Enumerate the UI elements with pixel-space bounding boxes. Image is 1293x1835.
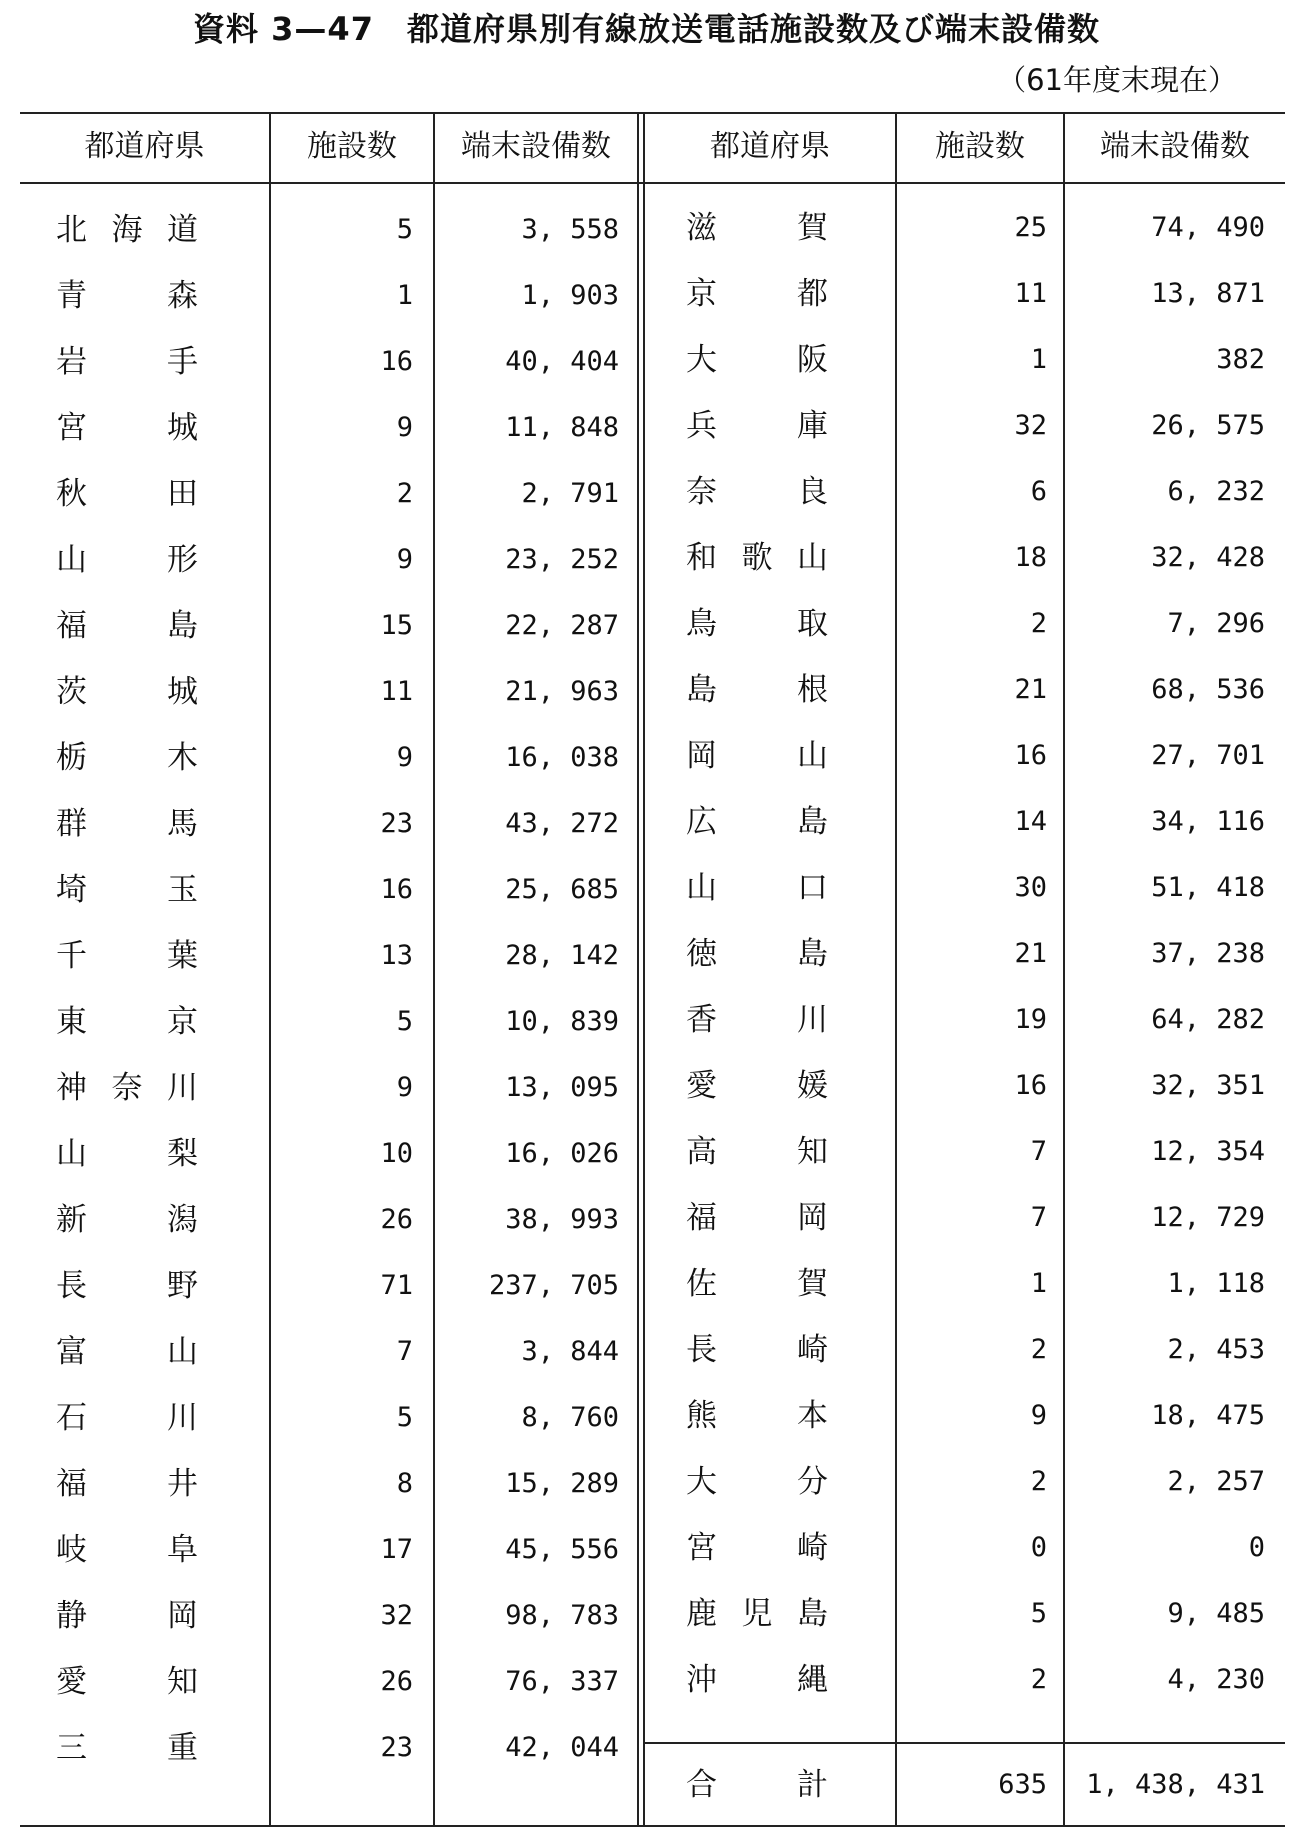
terminal-count: 2, 257 [1167,1466,1265,1497]
table-row [20,525,1285,591]
prefecture-name: 宮 城 [56,410,198,446]
facilities-count: 5 [1030,1598,1047,1629]
terminal-count: 2, 791 [521,478,619,509]
prefecture-name: 兵 庫 [686,408,828,444]
terminal-count: 11, 848 [505,412,619,443]
prefecture-name: 岐 阜 [56,1532,198,1568]
prefecture-name: 神 奈 川 [56,1070,198,1106]
terminal-count: 42, 044 [505,1732,619,1763]
prefecture-name: 大 分 [686,1464,828,1500]
terminal-count: 16, 038 [505,742,619,773]
facilities-count: 30 [1014,872,1047,903]
terminal-count: 12, 729 [1151,1202,1265,1233]
terminal-count: 15, 289 [505,1468,619,1499]
terminal-count: 43, 272 [505,808,619,839]
terminal-count: 7, 296 [1167,608,1265,639]
terminal-count: 74, 490 [1151,212,1265,243]
table-row [20,987,1285,1053]
terminal-count: 3, 558 [521,214,619,245]
table-row [20,1119,1285,1185]
facilities-count: 16 [380,874,413,905]
prefecture-name: 三 重 [56,1730,198,1766]
facilities-count: 26 [380,1666,413,1697]
header-facilities-right: 施設数 [935,129,1025,164]
terminal-count: 64, 282 [1151,1004,1265,1035]
facilities-count: 23 [380,1732,413,1763]
table-row [20,1053,1285,1119]
table-row [20,327,1285,393]
prefecture-name: 鹿 児 島 [686,1596,828,1632]
prefecture-name: 栃 木 [56,740,198,776]
prefecture-name: 香 川 [686,1002,828,1038]
terminal-count: 21, 963 [505,676,619,707]
facilities-count: 9 [396,544,413,575]
facilities-count: 2 [396,478,413,509]
facilities-count: 9 [396,1072,413,1103]
facilities-count: 8 [396,1468,413,1499]
header-facilities-left: 施設数 [307,129,397,164]
terminal-count: 34, 116 [1151,806,1265,837]
prefecture-name: 山 口 [686,870,828,906]
prefecture-name: 長 崎 [686,1332,828,1368]
table-bottom-rule [20,1825,1285,1827]
terminal-count: 32, 428 [1151,542,1265,573]
terminal-count: 51, 418 [1151,872,1265,903]
terminal-count: 10, 839 [505,1006,619,1037]
prefecture-name: 新 潟 [56,1202,198,1238]
terminal-count: 76, 337 [505,1666,619,1697]
facilities-count: 9 [1030,1400,1047,1431]
terminal-count: 4, 230 [1167,1664,1265,1695]
facilities-count: 7 [1030,1136,1047,1167]
prefecture-name: 青 森 [56,278,198,314]
facilities-count: 5 [396,1402,413,1433]
terminal-count: 23, 252 [505,544,619,575]
prefecture-name: 静 岡 [56,1598,198,1634]
table-row [20,1581,1285,1647]
header-terminals-right: 端末設備数 [1100,129,1250,164]
terminal-count: 382 [1216,344,1265,375]
facilities-count: 13 [380,940,413,971]
facilities-count: 25 [1014,212,1047,243]
prefecture-name: 宮 崎 [686,1530,828,1566]
prefecture-name: 高 知 [686,1134,828,1170]
terminal-count: 1, 118 [1167,1268,1265,1299]
page-title: 資料 3—47 都道府県別有線放送電話施設数及び端末設備数 [193,10,1100,48]
date-note: （61年度末現在） [997,63,1237,97]
table-row [20,657,1285,723]
terminal-count: 45, 556 [505,1534,619,1565]
facilities-count: 11 [380,676,413,707]
prefecture-name: 大 阪 [686,342,828,378]
facilities-count: 9 [396,412,413,443]
prefecture-name: 埼 玉 [56,872,198,908]
terminal-count: 16, 026 [505,1138,619,1169]
prefecture-name: 島 根 [686,672,828,708]
table-row [20,459,1285,525]
table-row [20,261,1285,327]
total-row [20,1752,1285,1818]
prefecture-name: 滋 賀 [686,210,828,246]
header-prefecture-right: 都道府県 [710,129,830,164]
prefecture-name: 長 野 [56,1268,198,1304]
terminal-count: 12, 354 [1151,1136,1265,1167]
terminal-count: 6, 232 [1167,476,1265,507]
facilities-count: 1 [1030,344,1047,375]
prefecture-name: 石 川 [56,1400,198,1436]
facilities-count: 21 [1014,938,1047,969]
prefecture-name: 福 島 [56,608,198,644]
terminal-count: 1, 903 [521,280,619,311]
prefecture-name: 佐 賀 [686,1266,828,1302]
facilities-count: 11 [1014,278,1047,309]
prefecture-name: 徳 島 [686,936,828,972]
prefecture-name: 山 形 [56,542,198,578]
table-row [20,195,1285,261]
facilities-count: 16 [1014,1070,1047,1101]
facilities-count: 26 [380,1204,413,1235]
terminal-count: 27, 701 [1151,740,1265,771]
facilities-count: 21 [1014,674,1047,705]
prefecture-name: 岡 山 [686,738,828,774]
table-row [20,1317,1285,1383]
table-row [20,1251,1285,1317]
facilities-count: 10 [380,1138,413,1169]
facilities-count: 5 [396,214,413,245]
table-row [20,1383,1285,1449]
facilities-count: 5 [396,1006,413,1037]
facilities-count: 19 [1014,1004,1047,1035]
prefecture-name: 合 計 [686,1767,828,1803]
facilities-count: 0 [1030,1532,1047,1563]
prefecture-name: 愛 知 [56,1664,198,1700]
terminal-count: 0 [1248,1532,1265,1563]
terminal-count: 9, 485 [1167,1598,1265,1629]
terminal-count: 25, 685 [505,874,619,905]
prefecture-name: 鳥 取 [686,606,828,642]
terminal-count: 2, 453 [1167,1334,1265,1365]
facilities-count: 2 [1030,1466,1047,1497]
total-terminals: 1, 438, 431 [1086,1769,1265,1800]
prefecture-name: 千 葉 [56,938,198,974]
prefecture-name: 山 梨 [56,1136,198,1172]
facilities-count: 2 [1030,608,1047,639]
terminal-count: 32, 351 [1151,1070,1265,1101]
facilities-count: 2 [1030,1664,1047,1695]
prefecture-name: 富 山 [56,1334,198,1370]
terminal-count: 68, 536 [1151,674,1265,705]
prefecture-name: 茨 城 [56,674,198,710]
prefecture-name: 愛 媛 [686,1068,828,1104]
facilities-count: 17 [380,1534,413,1565]
prefecture-name: 和 歌 山 [686,540,828,576]
table-row [20,1185,1285,1251]
terminal-count: 40, 404 [505,346,619,377]
prefecture-name: 東 京 [56,1004,198,1040]
prefecture-name: 京 都 [686,276,828,312]
facilities-count: 32 [1014,410,1047,441]
facilities-count: 16 [1014,740,1047,771]
facilities-count: 2 [1030,1334,1047,1365]
terminal-count: 26, 575 [1151,410,1265,441]
facilities-count: 7 [1030,1202,1047,1233]
facilities-count: 16 [380,346,413,377]
terminal-count: 28, 142 [505,940,619,971]
facilities-count: 23 [380,808,413,839]
facilities-count: 14 [1014,806,1047,837]
table-row [20,1515,1285,1581]
terminal-count: 98, 783 [505,1600,619,1631]
facilities-count: 15 [380,610,413,641]
table-row [20,921,1285,987]
facilities-count: 7 [396,1336,413,1367]
prefecture-name: 北 海 道 [56,212,198,248]
prefecture-name: 秋 田 [56,476,198,512]
terminal-count: 13, 095 [505,1072,619,1103]
facilities-count: 9 [396,742,413,773]
prefecture-name: 岩 手 [56,344,198,380]
prefecture-name: 奈 良 [686,474,828,510]
terminal-count: 38, 993 [505,1204,619,1235]
table-row [20,855,1285,921]
terminal-count: 18, 475 [1151,1400,1265,1431]
data-table [20,112,1285,1827]
prefecture-name: 熊 本 [686,1398,828,1434]
table-row [20,723,1285,789]
facilities-count: 1 [1030,1268,1047,1299]
prefecture-name: 広 島 [686,804,828,840]
table-row [20,393,1285,459]
terminal-count: 37, 238 [1151,938,1265,969]
header-rule [20,182,1285,184]
total-facilities: 635 [998,1769,1047,1800]
terminal-count: 3, 844 [521,1336,619,1367]
table-row [20,591,1285,657]
terminal-count: 237, 705 [488,1270,619,1301]
facilities-count: 18 [1014,542,1047,573]
facilities-count: 71 [380,1270,413,1301]
header-prefecture-left: 都道府県 [84,129,205,164]
table-row [20,789,1285,855]
terminal-count: 22, 287 [505,610,619,641]
prefecture-name: 福 岡 [686,1200,828,1236]
facilities-count: 32 [380,1600,413,1631]
terminal-count: 8, 760 [521,1402,619,1433]
prefecture-name: 沖 縄 [686,1662,828,1698]
header-terminals-left: 端末設備数 [461,129,611,164]
prefecture-name: 群 馬 [56,806,198,842]
table-row [20,1449,1285,1515]
terminal-count: 13, 871 [1151,278,1265,309]
facilities-count: 6 [1030,476,1047,507]
table-row [20,1647,1285,1713]
prefecture-name: 福 井 [56,1466,198,1502]
facilities-count: 1 [396,280,413,311]
